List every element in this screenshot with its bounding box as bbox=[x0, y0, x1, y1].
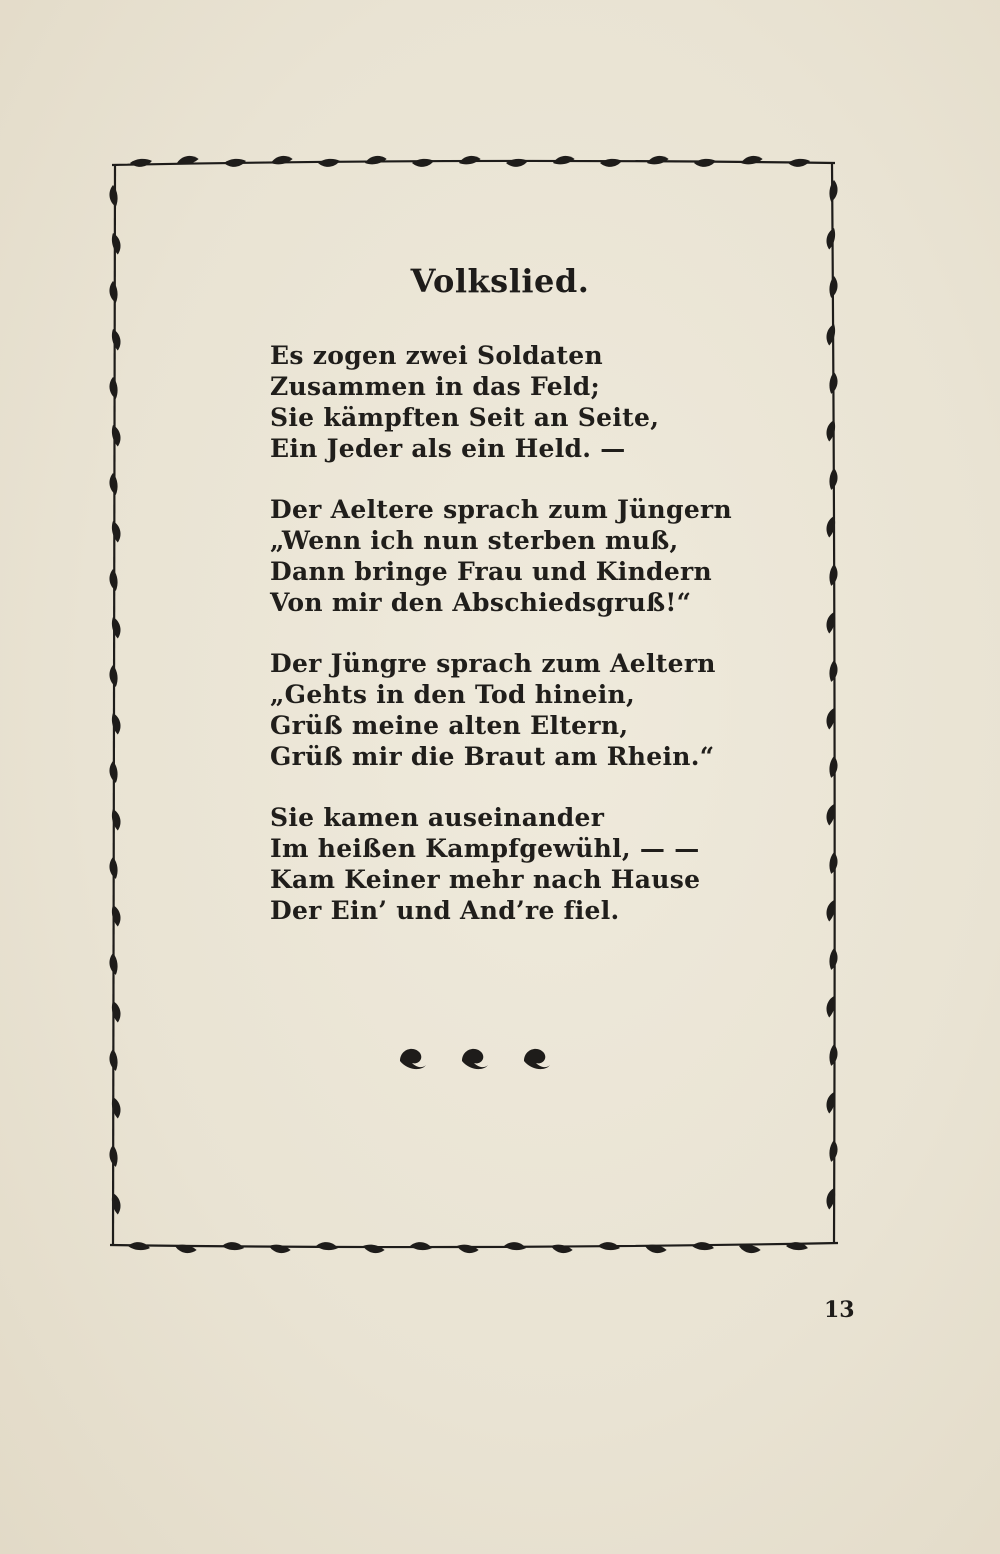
vine-leaf-icon bbox=[694, 157, 717, 168]
vine-leaf-icon bbox=[412, 157, 435, 168]
poem-line: Grüß mir die Braut am Rhein.“ bbox=[270, 742, 715, 771]
vine-leaf-icon bbox=[110, 712, 122, 735]
poem-line: Sie kamen auseinander bbox=[270, 803, 605, 832]
vine-leaf-icon bbox=[364, 155, 387, 166]
vine-leaf-icon bbox=[108, 1145, 120, 1168]
vine-leaf-icon bbox=[740, 155, 763, 166]
poem-line: Zusammen in das Feld; bbox=[270, 372, 601, 401]
vine-leaf-icon bbox=[110, 904, 122, 927]
vine-leaf-icon bbox=[506, 157, 529, 168]
vine-leaf-icon bbox=[825, 419, 837, 442]
stanza-4 bbox=[270, 802, 730, 926]
vine-leaf-icon bbox=[828, 372, 840, 395]
poem-line: Von mir den Abschiedsgruß!“ bbox=[270, 588, 692, 617]
vine-leaf-icon bbox=[110, 616, 122, 639]
vine-leaf-icon bbox=[108, 665, 120, 688]
vine-leaf-icon bbox=[108, 569, 120, 592]
vine-leaf-icon bbox=[410, 1241, 433, 1252]
vine-leaf-icon bbox=[316, 1241, 339, 1252]
end-ornaments bbox=[390, 1042, 560, 1072]
vine-leaf-icon bbox=[598, 1241, 621, 1252]
page-number: 13 bbox=[824, 1297, 855, 1323]
vine-leaf-icon bbox=[110, 328, 122, 351]
poem-line: Ein Jeder als ein Held. — bbox=[270, 434, 626, 463]
vine-leaf-icon bbox=[108, 377, 120, 400]
vine-leaf-icon bbox=[130, 157, 153, 168]
stanza-3 bbox=[270, 648, 730, 772]
vine-leaf-icon bbox=[456, 1243, 479, 1254]
vine-leaf-icon bbox=[825, 323, 837, 346]
poem-line: „Wenn ich nun sterben muß, bbox=[270, 526, 679, 555]
vine-leaf-icon bbox=[268, 1243, 291, 1254]
vine-leaf-icon bbox=[786, 1241, 809, 1252]
vine-leaf-icon bbox=[108, 473, 120, 496]
poem-line: Sie kämpften Seit an Seite, bbox=[270, 403, 660, 432]
poem-line: Grüß meine alten Eltern, bbox=[270, 711, 629, 740]
poem-line: Der Jüngre sprach zum Aeltern bbox=[270, 649, 716, 678]
vine-leaf-icon bbox=[828, 948, 840, 971]
poem-line: Der Ein’ und And’re fiel. bbox=[270, 896, 620, 925]
vine-leaf-icon bbox=[108, 857, 120, 880]
poem-line: „Gehts in den Tod hinein, bbox=[270, 680, 636, 709]
vine-leaf-icon bbox=[108, 1049, 120, 1072]
vine-leaf-icon bbox=[828, 756, 840, 779]
vine-leaf-icon bbox=[828, 180, 840, 203]
stanza-2 bbox=[270, 494, 730, 618]
vine-leaf-icon bbox=[692, 1241, 715, 1252]
poem-line: Im heißen Kampfgewühl, — — bbox=[270, 834, 700, 863]
vine-leaf-icon bbox=[458, 155, 481, 166]
vine-leaf-icon bbox=[110, 424, 122, 447]
vine-leaf-icon bbox=[318, 157, 341, 168]
vine-leaf-icon bbox=[825, 227, 837, 250]
vine-leaf-icon bbox=[222, 1241, 245, 1252]
vine-leaf-icon bbox=[788, 157, 811, 168]
vine-leaf-icon bbox=[504, 1241, 527, 1252]
vine-leaf-icon bbox=[224, 157, 247, 168]
vine-leaf-icon bbox=[110, 1000, 122, 1023]
leaf-ornament-icon bbox=[462, 1049, 488, 1069]
vine-leaf-icon bbox=[110, 232, 122, 255]
poem-line: Dann bringe Frau und Kindern bbox=[270, 557, 712, 586]
vine-leaf-icon bbox=[828, 468, 840, 491]
vine-leaf-icon bbox=[108, 953, 120, 976]
vine-leaf-icon bbox=[270, 155, 293, 166]
vine-leaf-icon bbox=[828, 564, 840, 587]
poem-body bbox=[270, 340, 730, 956]
vine-leaf-icon bbox=[550, 1243, 573, 1254]
leaf-ornament-icon bbox=[400, 1049, 426, 1069]
vine-leaf-icon bbox=[108, 185, 120, 208]
vine-leaf-icon bbox=[828, 1140, 840, 1163]
vine-leaf-icon bbox=[110, 808, 122, 831]
vine-leaf-icon bbox=[600, 157, 623, 168]
vine-leaf-icon bbox=[108, 761, 120, 784]
vine-leaf-icon bbox=[828, 660, 840, 683]
vine-leaf-icon bbox=[110, 520, 122, 543]
vine-leaf-icon bbox=[128, 1241, 151, 1252]
vine-leaf-icon bbox=[828, 1044, 840, 1067]
vine-leaf-icon bbox=[646, 155, 669, 166]
vine-leaf-icon bbox=[362, 1243, 385, 1254]
vine-leaf-icon bbox=[828, 852, 840, 875]
stanza-1 bbox=[270, 340, 730, 464]
poem-line: Der Aeltere sprach zum Jüngern bbox=[270, 495, 732, 524]
vine-leaf-icon bbox=[552, 155, 575, 166]
leaf-ornament-icon bbox=[524, 1049, 550, 1069]
poem-line: Kam Keiner mehr nach Hause bbox=[270, 865, 701, 894]
poem-line: Es zogen zwei Soldaten bbox=[270, 341, 603, 370]
poem-title: Volkslied. bbox=[410, 262, 590, 300]
